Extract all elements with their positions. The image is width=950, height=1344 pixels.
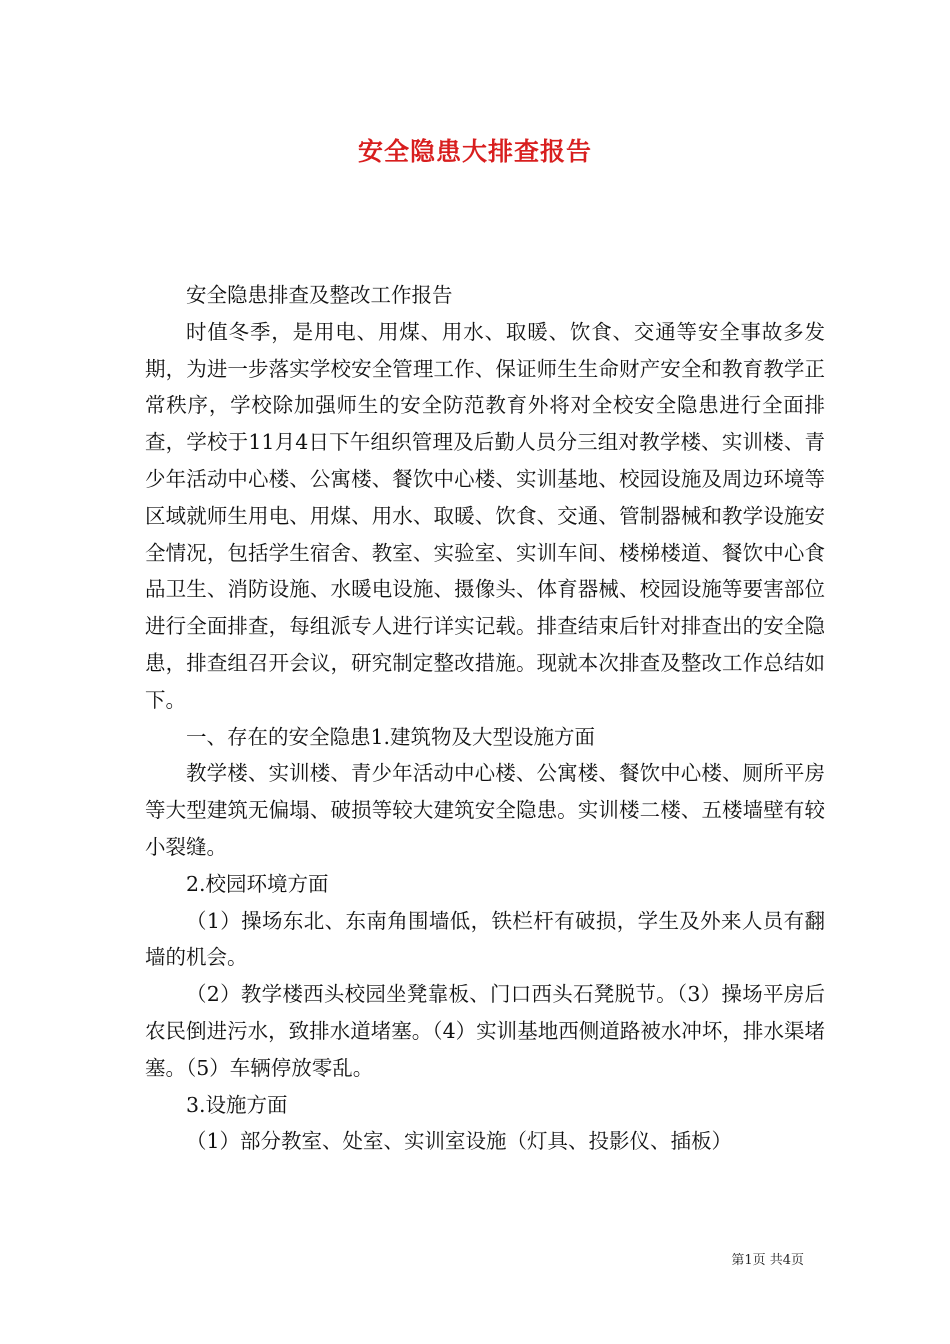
paragraph-intro: 时值冬季，是用电、用煤、用水、取暖、饮食、交通等安全事故多发期，为进一步落实学校安全管理工作、保证师生生命财产安全和教育教学正常秩序，学校除加强师生的安全防范教育外将对全校安全隐患进行全面排查，学校于11月4日下午组织管理及后勤人员分三组对教学楼、实训楼、青少年活动中心楼、公寓楼、餐饮中心楼、实训基地、校园设施及周边环境等区域就师生用电、用煤、用水、取暖、饮食、交通、管制器械和教学设施安全情况，包括学生宿舍、教室、实验室、实训车间、楼梯楼道、餐饮中心食品卫生、消防设施、水暖电设施、摄像头、体育器械、校园设施等要害部位进行全面排查，每组派专人进行详实记载。排查结束后针对排查出的安全隐患，排查组召开会议，研究制定整改措施。现就本次排查及整改工作总结如下。 [145,319,825,712]
section-heading-environment: 2.校园环境方面 [186,871,329,896]
paragraph-environment-2: （2）教学楼西头校园坐凳靠板、门口西头石凳脱节。（3）操场平房后农民倒进污水，致排水道堵塞。（4）实训基地西侧道路被水冲坏，排水渠堵塞。（5）车辆停放零乱。 [145,982,825,1080]
paragraph-heading: 安全隐患排查及整改工作报告 [186,283,453,307]
paragraph-buildings: 教学楼、实训楼、青少年活动中心楼、公寓楼、餐饮中心楼、厕所平房等大型建筑无偏塌、破损等较大建筑安全隐患。实训楼二楼、五楼墙壁有较小裂缝。 [145,761,825,859]
paragraph-facilities-1: （1）部分教室、处室、实训室设施（灯具、投影仪、插板） [186,1129,733,1154]
document-body [145,277,825,1160]
document-title: 安全隐患大排查报告 [357,137,592,166]
section-heading-facilities: 3.设施方面 [186,1092,288,1117]
paragraph-environment-1: （1）操场东北、东南角围墙低，铁栏杆有破损，学生及外来人员有翻墙的机会。 [145,908,825,970]
page-footer: 第1页 共4页 [731,1253,804,1268]
section-heading-hazards: 一、存在的安全隐患1.建筑物及大型设施方面 [186,724,596,749]
